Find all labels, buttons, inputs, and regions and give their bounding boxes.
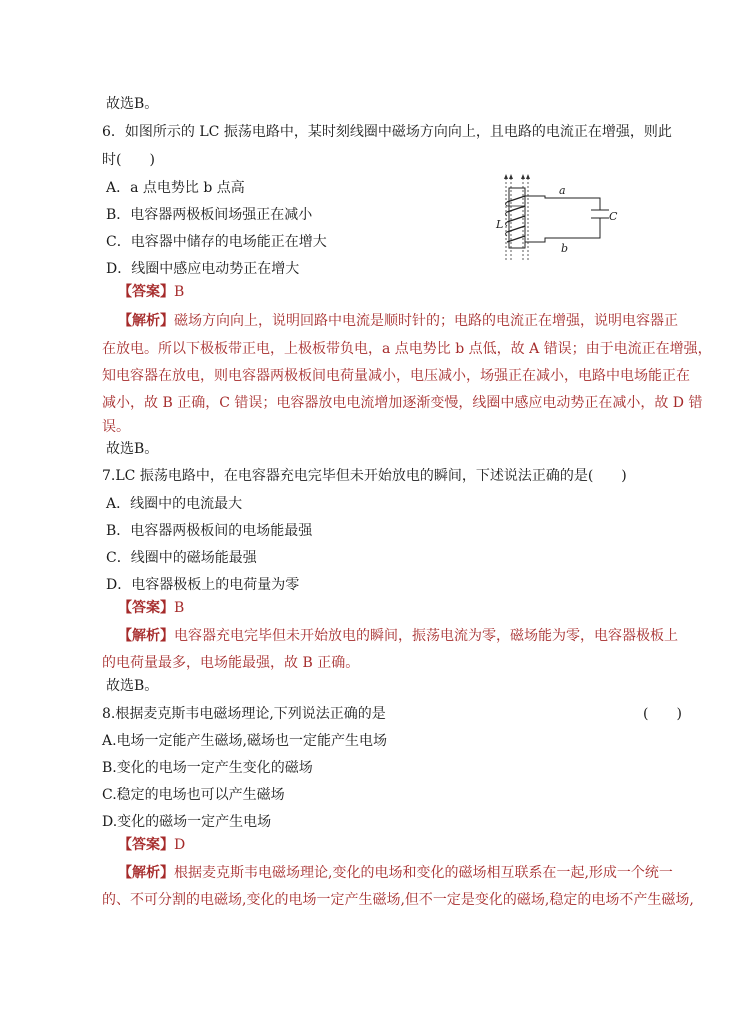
analysis-tag: 【解析】 xyxy=(118,628,174,644)
answer-tag: 【答案】 xyxy=(118,284,174,300)
q8-option-d: D.变化的磁场一定产生电场 xyxy=(102,814,272,830)
q7-option-b: B．电容器两极板间的电场能最强 xyxy=(106,523,313,539)
figure-label-b: b xyxy=(561,242,569,255)
q6-option-d: D．线圈中感应电动势正在增大 xyxy=(106,261,300,277)
q7-conclusion: 故选B。 xyxy=(106,678,159,694)
q5-conclusion: 故选B。 xyxy=(106,96,159,112)
q6-option-b: B．电容器两极板间场强正在减小 xyxy=(106,207,313,223)
figure-label-c: C xyxy=(609,210,618,223)
q6-answer xyxy=(118,283,184,301)
analysis-tag: 【解析】 xyxy=(118,313,174,329)
q8-option-b: B.变化的电场一定产生变化的磁场 xyxy=(102,760,313,776)
q7-analysis-line2: 的电荷量最多，电场能最强，故 B 正确。 xyxy=(102,655,360,671)
q8-analysis-line1: 【解析】根据麦克斯韦电磁场理论,变化的电场和变化的磁场相互联系在一起,形成一个统一 xyxy=(118,865,673,881)
q6-analysis-line4: 减小，故 B 正确，C 错误；电容器放电电流增加逐渐变慢，线圈中感应电动势正在减小，故 D 错 xyxy=(102,395,703,411)
q8-answer-blank: ( ) xyxy=(643,706,682,722)
q8-option-a: A.电场一定能产生磁场,磁场也一定能产生电场 xyxy=(102,733,388,749)
q7-option-c: C．线圈中的磁场能最强 xyxy=(106,550,257,566)
answer-value: B xyxy=(174,284,185,300)
q6-option-c: C．电容器中储存的电场能正在增大 xyxy=(106,234,327,250)
q6-analysis-line1: 【解析】磁场方向向上，说明回路中电流是顺时针的；电路的电流正在增强，说明电容器正 xyxy=(118,313,678,329)
q7-answer xyxy=(118,599,184,617)
q8-answer xyxy=(118,836,185,854)
answer-value: B xyxy=(174,600,185,616)
figure-label-l: L xyxy=(496,218,504,231)
q6-stem-line1: 6．如图所示的 LC 振荡电路中，某时刻线圈中磁场方向向上，且电路的电流正在增强，则此 xyxy=(102,124,672,140)
figure-label-a: a xyxy=(559,184,566,197)
q8-analysis-line2: 的、不可分割的电磁场,变化的电场一定产生磁场,但不一定是变化的磁场,稳定的电场不产生磁场, xyxy=(102,892,694,908)
q6-conclusion: 故选B。 xyxy=(106,441,159,457)
q6-analysis-line2: 在放电。所以下极板带正电，上极板带负电，a 点电势比 b 点低，故 A 错误；由于电流正在增强， xyxy=(102,341,712,357)
q6-stem-line2: 时( ) xyxy=(102,152,155,168)
analysis-tag: 【解析】 xyxy=(118,865,174,881)
q6-analysis-line3: 知电容器在放电，则电容器两极板间电荷量减小，电压减小，场强正在减小，电路中电场能正在 xyxy=(102,368,690,384)
q8-option-c: C.稳定的电场也可以产生磁场 xyxy=(102,787,285,803)
answer-value: D xyxy=(174,837,186,853)
q7-analysis-line1: 【解析】电容器充电完毕但未开始放电的瞬间，振荡电流为零，磁场能为零，电容器极板上 xyxy=(118,628,678,644)
q7-stem: 7.LC 振荡电路中，在电容器充电完毕但未开始放电的瞬间，下述说法正确的是( ) xyxy=(102,468,627,484)
answer-tag: 【答案】 xyxy=(118,837,174,853)
q6-analysis-line5: 误。 xyxy=(102,419,130,435)
q7-option-a: A．线圈中的电流最大 xyxy=(106,496,243,512)
q8-stem: 8.根据麦克斯韦电磁场理论,下列说法正确的是 xyxy=(102,706,386,722)
q7-option-d: D．电容器极板上的电荷量为零 xyxy=(106,577,300,593)
q6-option-a: A．a 点电势比 b 点高 xyxy=(106,180,245,196)
answer-tag: 【答案】 xyxy=(118,600,174,616)
lc-circuit-figure xyxy=(495,172,625,264)
